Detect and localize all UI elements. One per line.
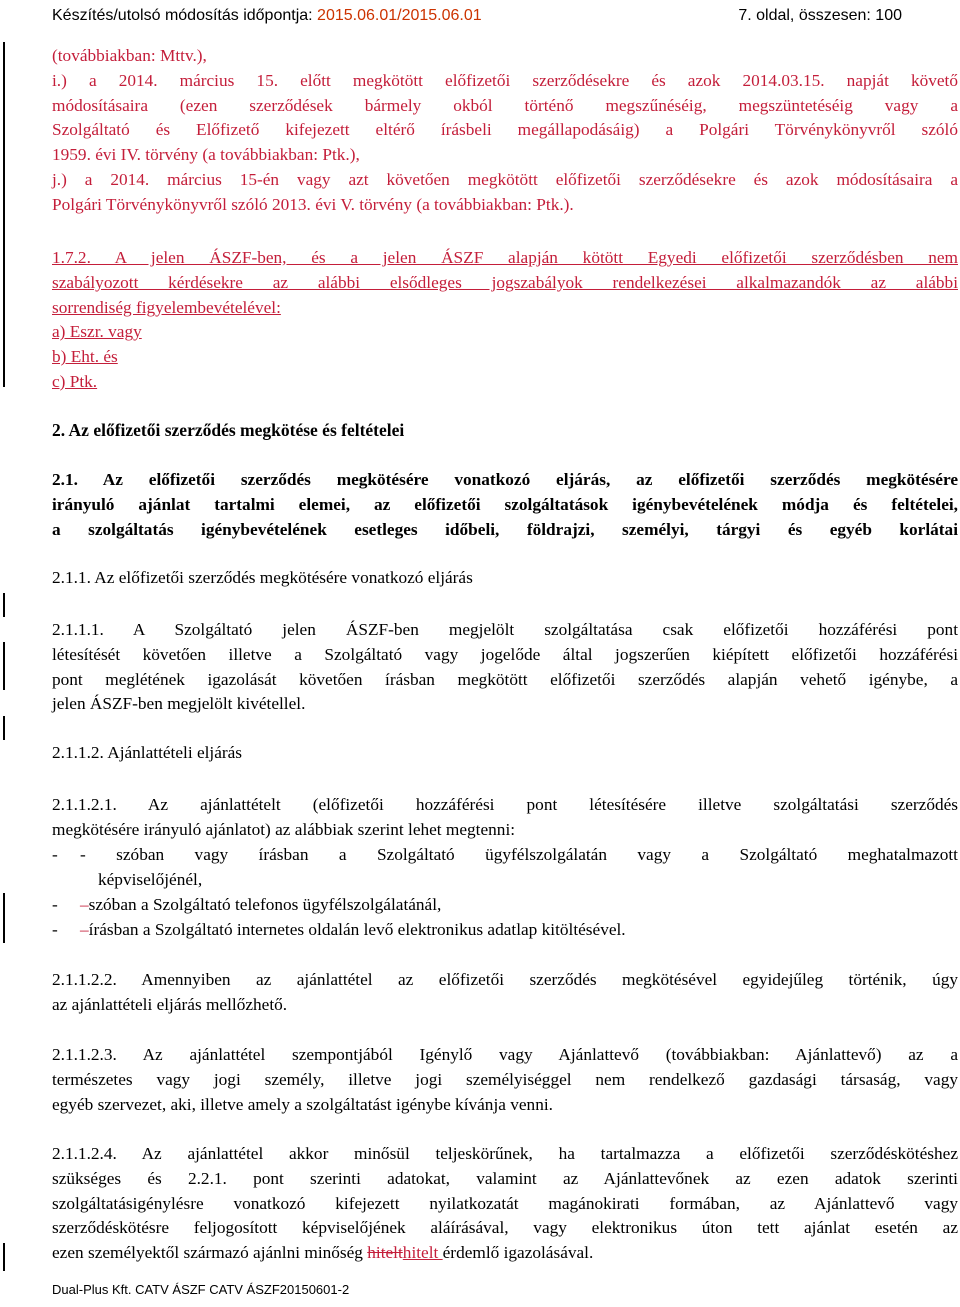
text-line: 2.1.1.2.1. Az ajánlattételt (előfizetői hozzáférési pont létesítésére illetve szolgáltatási szerződés	[52, 795, 958, 814]
section-2-1-1-2-3	[52, 1043, 958, 1117]
inserted-dash: –	[80, 920, 89, 939]
text-line: (továbbiakban: Mttv.),	[52, 46, 207, 65]
change-bar	[3, 642, 5, 690]
list-dash: -	[52, 845, 58, 864]
change-bar	[3, 593, 5, 617]
header-dates: 2015.06.01/2015.06.01	[317, 7, 482, 24]
subsection-heading: 2.1.1. Az előfizetői szerződés megkötésére vonatkozó eljárás	[52, 568, 473, 587]
text-line: 2.1. Az előfizetői szerződés megkötésére vonatkozó eljárás, az előfizetői szerződés megkötésére	[52, 470, 958, 489]
list-item: c) Ptk.	[52, 371, 98, 391]
inserted-text: hitelt	[402, 1243, 443, 1263]
text-line: Polgári Törvénykönyvről szóló 2013. évi V. törvény (a továbbiakban: Ptk.).	[52, 194, 574, 214]
page-counter: 7. oldal, összesen: 100	[738, 7, 902, 24]
text-line: írásban a Szolgáltató internetes oldalán levő elektronikus adatlap kitöltésével.	[88, 920, 626, 939]
header-label: Készítés/utolsó módosítás időpontja:	[52, 7, 318, 24]
text-line: létesítését követően illetve a Szolgáltató vagy jogelőde által jogszerűen kiépített előfizetői hozzáférési	[52, 644, 958, 664]
text-line: 2.1.1.2.3. Az ajánlattétel szempontjából Igénylő vagy Ajánlattevő (továbbiakban: Ajánlattevő) az a	[52, 1045, 958, 1064]
list-item	[52, 843, 958, 893]
text-line: i.) a 2014. március 15. előtt megkötött előfizetői szerződésekre és azok 2014.03.15. napját követő	[52, 70, 958, 90]
change-bar	[3, 42, 5, 387]
text-fragment: érdemlő igazolásával.	[442, 1243, 594, 1263]
text-line: Szolgáltató és Előfizető kifejezett eltérő írásbeli megállapodásáig) a Polgári Törvénykönyvről szóló	[52, 120, 958, 140]
section-1-7-2	[52, 246, 958, 395]
text-line: 1959. évi IV. törvény (a továbbiakban: Ptk.),	[52, 145, 360, 165]
section-2-1-1-2-2	[52, 968, 958, 1018]
change-bar	[3, 1243, 5, 1271]
text-line: - szóban vagy írásban a Szolgáltató ügyfélszolgálatán vagy a Szolgáltató meghatalmazott	[80, 845, 958, 864]
text-line: 1.7.2. A jelen ÁSZF-ben, és a jelen ÁSZF alapján kötött Egyedi előfizetői szerződésben nem	[52, 248, 958, 267]
list-item: b) Eht. és	[52, 347, 118, 367]
section-2-1	[52, 468, 958, 542]
text-line: 2.1.1.2.2. Amennyiben az ajánlattétel az előfizetői szerződés megkötésével egyidejűleg történik, úgy	[52, 970, 958, 989]
text-line: a szolgáltatás igénybevételének esetleges időbeli, földrajzi, személyi, tárgyi és egyéb korlátai	[52, 519, 958, 539]
section-2-1-1-2-4	[52, 1142, 958, 1266]
text-fragment: ezen személyektől származó ajánlni minőség	[52, 1243, 368, 1263]
text-line: irányuló ajánlat tartalmi elemei, az előfizetői szolgáltatások igénybevételének módja és feltételei,	[52, 494, 958, 514]
text-line: jelen ÁSZF-ben megjelölt kivétellel.	[52, 694, 306, 714]
text-line: módosításaira (ezen szerződések bármely okból történő megszűnéséig, megszüntetéséig vagy a	[52, 95, 958, 115]
header-info	[52, 7, 482, 25]
text-line: képviselőjénél,	[98, 869, 203, 889]
section-2-1-1-1	[52, 618, 958, 717]
text-line: szolgáltatásigénylésre vonatkozó kifejezett nyilatkozatát magánokirati formában, az Ajánlattevő vagy	[52, 1193, 958, 1213]
change-bar	[3, 893, 5, 943]
text-line: szükséges és 2.2.1. pont szerinti adatokat, valamint az Ajánlattevőnek az ezen adatok szerinti	[52, 1168, 958, 1188]
text-line: j.) a 2014. március 15-én vagy azt követően megkötött előfizetői szerződésekre és azok módosításaira a	[52, 169, 958, 189]
footer: Dual-Plus Kft. CATV ÁSZF CATV ÁSZF20150601-2	[52, 1282, 350, 1297]
section-2-1-1-2-1	[52, 793, 958, 843]
list-item	[52, 918, 958, 943]
text-line: pont meglétének igazolását követően írásban megkötött előfizetői szerződés alapján vehető igénybe, a	[52, 669, 958, 689]
text-line	[52, 1241, 958, 1266]
text-line: 2.1.1.1. A Szolgáltató jelen ÁSZF-ben megjelölt szolgáltatása csak előfizetői hozzáférési pont	[52, 620, 958, 639]
list-dash: -	[52, 920, 58, 939]
list-dash: -	[52, 895, 58, 914]
text-line: egyéb szervezet, aki, illetve amely a szolgáltatást igénybe kívánja venni.	[52, 1094, 553, 1114]
intro-paragraph	[52, 44, 958, 218]
text-line: sorrendiség figyelembevételével:	[52, 297, 281, 317]
text-line: szabályozott kérdésekre az alábbi elsődleges jogszabályok rendelkezései alkalmazandók az alábbi	[52, 272, 958, 292]
section-title: 2. Az előfizetői szerződés megkötése és feltételei	[52, 420, 405, 440]
change-bar	[3, 716, 5, 740]
text-line: az ajánlattételi eljárás mellőzhető.	[52, 994, 288, 1014]
text-line: természetes vagy jogi személy, illetve jogi személyiséggel nem rendelkező gazdasági társaság, vagy	[52, 1069, 958, 1089]
list-item: a) Eszr. vagy	[52, 322, 142, 342]
text-line: szóban a Szolgáltató telefonos ügyfélszolgálatánál,	[88, 895, 442, 914]
text-line: szerződéskötésre feljogosított képviselőjének aláírásával, vagy elektronikus úton tett ajánlat esetén az	[52, 1218, 958, 1238]
subsection-heading: 2.1.1.2. Ajánlattételi eljárás	[52, 743, 243, 762]
inserted-dash: –	[80, 895, 89, 914]
text-line: 2.1.1.2.4. Az ajánlattétel akkor minősül teljeskörűnek, ha tartalmazza a előfizetői szerződéskötéshez	[52, 1144, 958, 1163]
text-line: megkötésére irányuló ajánlatot) az alábbiak szerint lehet megtenni:	[52, 819, 516, 839]
list-item	[52, 893, 958, 918]
deleted-text: hitelt	[367, 1243, 403, 1263]
